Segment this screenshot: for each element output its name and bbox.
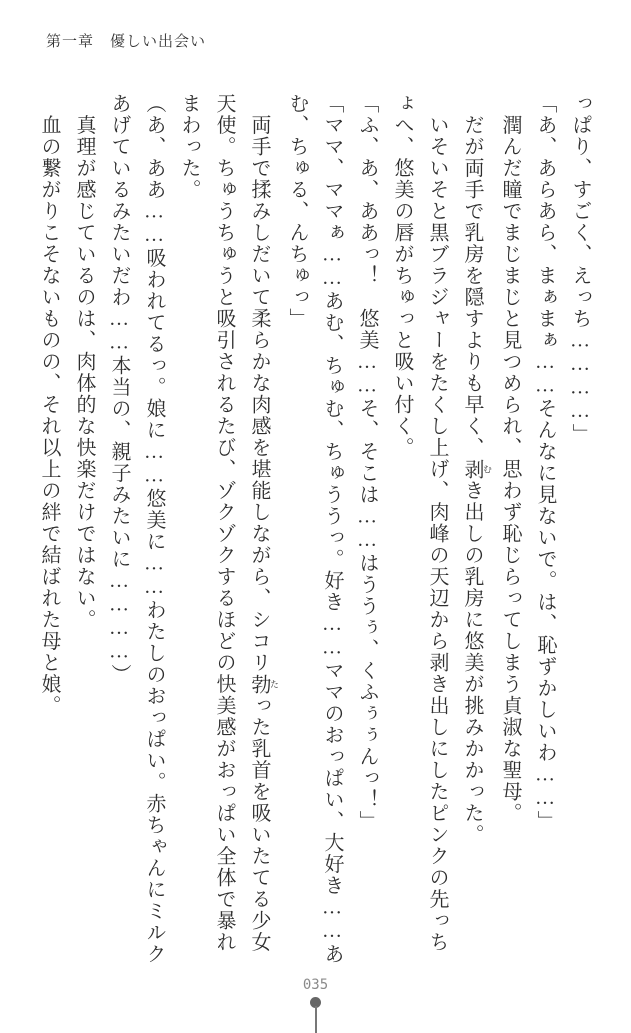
- chapter-header: 第一章 優しい出会い: [46, 34, 207, 50]
- text-line: だが両手で乳房を隠すよりも早く、剥 むき出しの乳房に悠美が挑みかかった。: [461, 93, 492, 846]
- text-line: 真理が感じているのは、肉体的な快楽だけではない。: [73, 93, 95, 631]
- page-number: 035: [302, 977, 329, 993]
- text-line: 血の繋がりこそないものの、それ以上の絆で結ばれた母と娘。: [38, 93, 60, 717]
- footer-pin-stem-ornament: [315, 1006, 317, 1033]
- text-line: む、ちゅる、んちゅっ」: [286, 93, 308, 330]
- text-line: （あ、ああ……吸われてるっ。娘に……悠美に……わたしのおっぱい。赤ちゃんにミルク: [143, 93, 165, 965]
- text-line: 両手で揉みしだいて柔らかな肉感を堪能しながら、シコリ勃 たった乳首を吸いたてる少女: [248, 93, 279, 953]
- text-line: 天使。ちゅうちゅうと吸引されるたび、ゾクゾクするほどの快美感がおっぱい全体で暴れ: [213, 93, 235, 953]
- text-line: 「ママ、ママぁ……あむ、ちゅむ、ちゅううっ。好き……ママのおっぱい、大好き……あ: [321, 93, 343, 965]
- text-line: 潤んだ瞳でまじまじと見つめられ、思わず恥じらってしまう貞淑な聖母。: [499, 93, 521, 824]
- text-line: 「ふ、あ、ああっ！ 悠美……そ、そこは……はううぅ、くふぅぅんっ！」: [356, 93, 378, 832]
- text-line: まわった。: [178, 93, 200, 201]
- text-line: あげているみたいだわ……本当の、親子みたいに…………）: [108, 93, 130, 686]
- text-line: いそいそと黒ブラジャーをたくし上げ、肉峰の天辺から剥き出しにしたピンクの先っち: [426, 93, 448, 953]
- text-line: ょへ、悠美の唇がちゅっと吸い付く。: [391, 93, 413, 459]
- text-line: っぱり、すごく、えっち…………」: [569, 93, 591, 445]
- text-line: 「あ、あらあら、まぁまぁ……そんなに見ないで。は、恥ずかしいわ……」: [534, 93, 556, 832]
- body-text: [35, 93, 597, 965]
